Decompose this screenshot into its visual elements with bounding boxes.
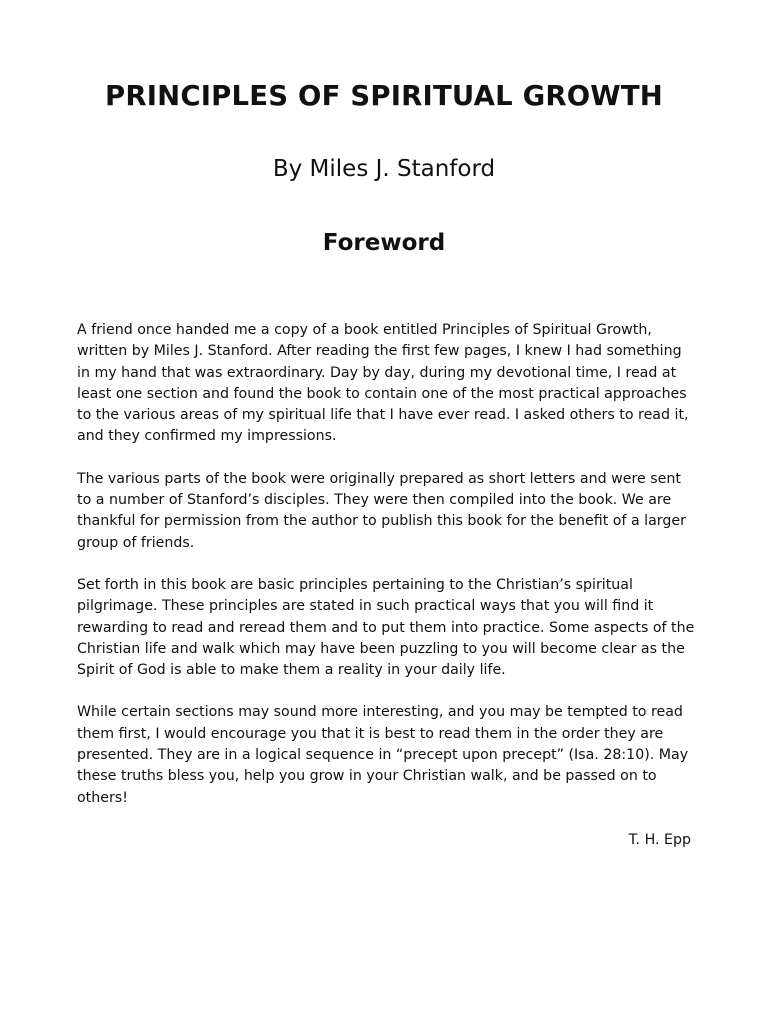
paragraph: While certain sections may sound more interesting, and you may be tempted to read them first, I would encourage you that it is best to read them in the order they are presented. They are in a logical sequence in “precept upon precept” (Isa. 28:10). May these truths bless you, help you grow in your Christian walk, and be passed on to others!: [77, 704, 689, 806]
paragraph: The various parts of the book were originally prepared as short letters and were sent to a number of Stanford’s disciples. They were then compiled into the book. We are thankful for permission from the author to publish this book for the benefit of a larger group of friends.: [77, 470, 686, 551]
paragraph: A friend once handed me a copy of a book entitled Principles of Spiritual Growth, written by Miles J. Stanford. After reading the first few pages, I knew I had something in my hand that was extraordinary. Day by day, during my devotional time, I read at least one section and found the book to contain one of the most practical approaches to the various areas of my spiritual life that I have ever read. I asked others to read it, and they confirmed my impressions.: [77, 322, 689, 445]
section-heading: Foreword: [322, 230, 446, 256]
author-line: By Miles J. Stanford: [272, 156, 496, 182]
foreword-body: [77, 320, 697, 872]
document-title: PRINCIPLES OF SPIRITUAL GROWTH: [104, 80, 664, 112]
paragraph: Set forth in this book are basic principles pertaining to the Christian’s spiritual pilgrimage. These principles are stated in such practical ways that you will find it rewarding to read and reread them and to put them into practice. Some aspects of the Christian life and walk which may have been puzzling to you will become clear as the Spirit of God is able to make them a reality in your daily life.: [77, 576, 695, 679]
signature: T. H. Epp: [628, 831, 691, 848]
